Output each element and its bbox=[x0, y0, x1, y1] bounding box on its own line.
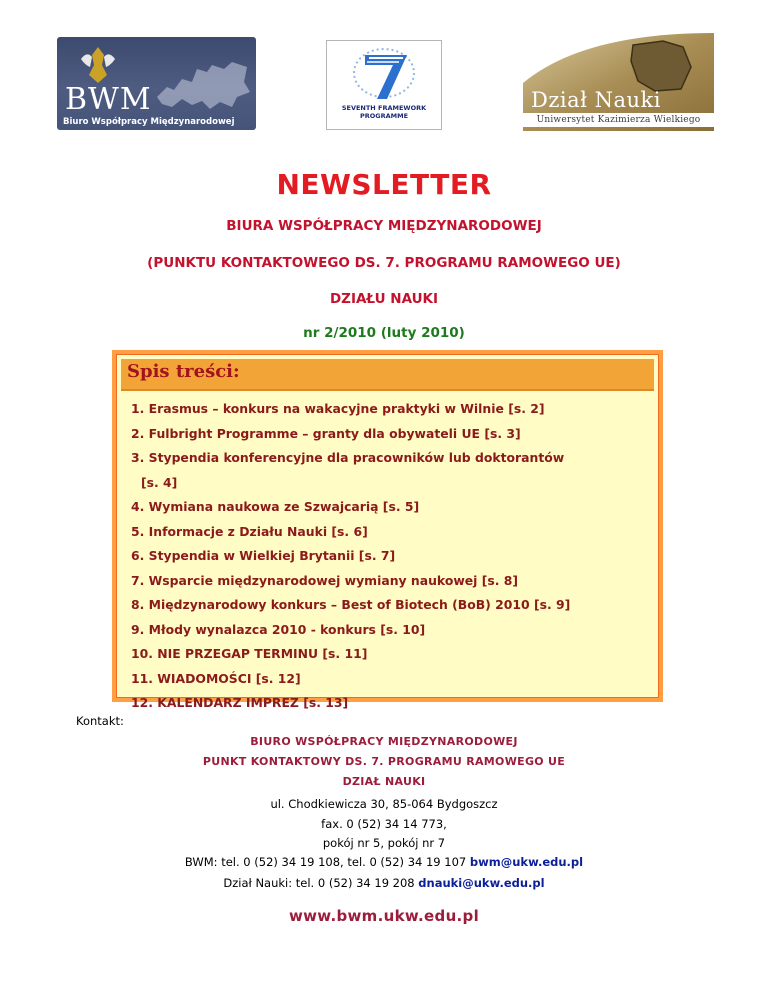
toc-item[interactable]: 2. Fulbright Programme – granty dla obywateli UE [s. 3] bbox=[131, 425, 521, 441]
bwm-letters: BWM bbox=[65, 82, 152, 117]
heading-line-2: (PUNKTU KONTAKTOWEGO DS. 7. PROGRAMU RAMOWEGO UE) bbox=[147, 255, 621, 271]
website-link[interactable]: www.bwm.ukw.edu.pl bbox=[288, 907, 480, 925]
fp7-logo bbox=[326, 40, 442, 130]
heading-line-1: BIURA WSPÓŁPRACY MIĘDZYNARODOWEJ bbox=[226, 218, 542, 234]
toc-title: Spis treści: bbox=[127, 361, 240, 382]
bwm-logo bbox=[57, 37, 256, 130]
bwm-email-link[interactable]: bwm@ukw.edu.pl bbox=[469, 855, 584, 869]
newsletter-title: NEWSLETTER bbox=[276, 168, 492, 201]
toc-item[interactable]: 1. Erasmus – konkurs na wakacyjne praktyki w Wilnie [s. 2] bbox=[131, 401, 545, 416]
contact-fax: fax. 0 (52) 34 14 773, bbox=[321, 817, 447, 831]
toc-item[interactable]: 8. Międzynarodowy konkurs – Best of Biotech (BoB) 2010 [s. 9] bbox=[131, 597, 571, 612]
europe-map-icon bbox=[152, 57, 252, 112]
contact-label: Kontakt: bbox=[76, 714, 124, 728]
contact-rooms: pokój nr 5, pokój nr 7 bbox=[322, 836, 446, 850]
toc-item[interactable]: 7. Wsparcie międzynarodowej wymiany naukowej [s. 8] bbox=[131, 572, 519, 588]
toc-item[interactable]: 11. WIADOMOŚCI [s. 12] bbox=[131, 670, 301, 686]
dzial-nauki-subtitle: Uniwersytet Kazimierza Wielkiego bbox=[523, 113, 714, 127]
contact-address: ul. Chodkiewicza 30, 85-064 Bydgoszcz bbox=[270, 797, 498, 811]
toc-frame bbox=[116, 354, 659, 710]
toc-item[interactable]: 4. Wymiana naukowa ze Szwajcarią [s. 5] bbox=[131, 499, 420, 514]
bwm-subtitle: Biuro Współpracy Międzynarodowej bbox=[63, 117, 235, 127]
contact-dn-line bbox=[0, 876, 768, 890]
issue-number: nr 2/2010 (luty 2010) bbox=[303, 325, 465, 341]
bwm-phone: BWM: tel. 0 (52) 34 19 108, tel. 0 (52) 34 19 107 bbox=[184, 855, 467, 869]
dn-email-link[interactable]: dnauki@ukw.edu.pl bbox=[418, 876, 545, 890]
fp7-seven-icon bbox=[327, 41, 441, 103]
dzial-nauki-logo bbox=[523, 33, 714, 131]
contact-org-2: PUNKT KONTAKTOWY DS. 7. PROGRAMU RAMOWEGO UE bbox=[202, 755, 566, 768]
dn-phone: Dział Nauki: tel. 0 (52) 34 19 208 bbox=[223, 876, 415, 890]
contact-org-3: DZIAŁ NAUKI bbox=[342, 775, 426, 788]
heading-line-3: DZIAŁU NAUKI bbox=[329, 291, 439, 307]
toc-item[interactable]: 5. Informacje z Działu Nauki [s. 6] bbox=[131, 523, 368, 539]
fp7-text-line2: PROGRAMME bbox=[359, 112, 409, 120]
emblem-icon bbox=[77, 45, 119, 85]
toc-item[interactable]: 12. KALENDARZ IMPREZ [s. 13] bbox=[131, 695, 349, 710]
dzial-nauki-title: Dział Nauki bbox=[531, 88, 661, 112]
toc-header bbox=[121, 359, 654, 391]
contact-org-1: BIURO WSPÓŁPRACY MIĘDZYNARODOWEJ bbox=[250, 735, 518, 748]
fp7-text-line1: SEVENTH FRAMEWORK bbox=[341, 104, 427, 112]
toc-item[interactable]: 10. NIE PRZEGAP TERMINU [s. 11] bbox=[131, 646, 368, 661]
fp7-text bbox=[327, 104, 441, 120]
toc-list bbox=[131, 397, 652, 716]
table-of-contents bbox=[112, 350, 663, 710]
toc-item-continuation[interactable]: [s. 4] bbox=[141, 474, 178, 490]
toc-item[interactable]: 9. Młody wynalazca 2010 - konkurs [s. 10] bbox=[131, 621, 426, 637]
contact-bwm-line bbox=[0, 855, 768, 869]
toc-item[interactable]: 6. Stypendia w Wielkiej Brytanii [s. 7] bbox=[131, 548, 396, 563]
toc-item[interactable]: 3. Stypendia konferencyjne dla pracowników lub doktorantów bbox=[131, 450, 565, 465]
